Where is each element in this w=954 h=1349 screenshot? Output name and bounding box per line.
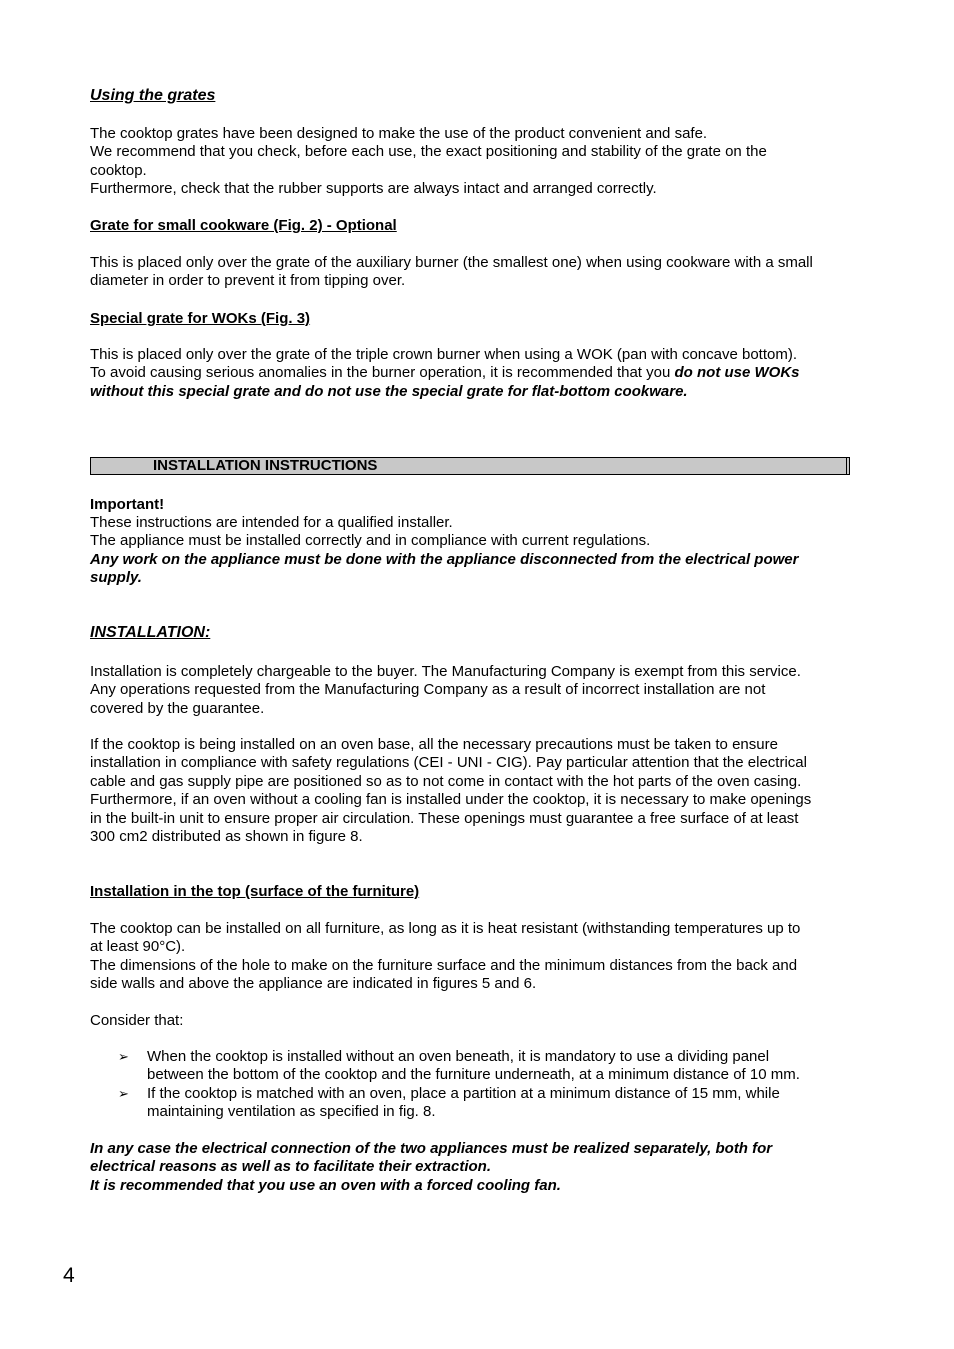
section-title-using-grates: Using the grates <box>90 87 216 104</box>
text-line: covered by the guarantee. <box>90 699 265 717</box>
important-title: Important! <box>90 496 165 513</box>
final-warning-paragraph <box>90 1140 865 1195</box>
text-line: at least 90°C). <box>90 938 186 956</box>
list-item <box>90 1085 865 1122</box>
text-line: Any operations requested from the Manufacturing Company as a result of incorrect installation are not <box>90 681 766 699</box>
text-line: We recommend that you check, before each use, the exact positioning and stability of the grate on the <box>90 143 767 161</box>
text-line: The appliance must be installed correctly and in compliance with current regulations. <box>90 532 651 550</box>
consider-label: Consider that: <box>90 1012 184 1029</box>
text-line: If the cooktop is matched with an oven, place a partition at a minimum distance of 15 mm, while <box>147 1084 780 1102</box>
emphasis-warning: In any case the electrical connection of the two appliances must be realized separately, both for <box>90 1140 773 1157</box>
text-line: maintaining ventilation as specified in fig. 8. <box>147 1103 436 1121</box>
text-line: Furthermore, if an oven without a cooling fan is installed under the cooktop, it is necessary to make openings <box>90 791 812 809</box>
text-line <box>90 364 865 382</box>
installation-paragraph-1 <box>90 663 865 718</box>
emphasis-warning: electrical reasons as well as to facilitate their extraction. <box>90 1158 492 1176</box>
text-line: This is placed only over the grate of the triple crown burner when using a WOK (pan with concave bottom). <box>90 346 798 363</box>
text-line: The cooktop can be installed on all furniture, as long as it is heat resistant (withstanding temperatures up to <box>90 920 801 937</box>
wok-grate-paragraph <box>90 346 865 401</box>
emphasis-warning: supply. <box>90 569 142 587</box>
text-line: cooktop. <box>90 161 147 179</box>
text-line: This is placed only over the grate of the auxiliary burner (the smallest one) when using cookware with a small <box>90 254 813 271</box>
text-line: If the cooktop is being installed on an oven base, all the necessary precautions must be taken to ensure <box>90 736 778 753</box>
text-line: These instructions are intended for a qualified installer. <box>90 514 453 531</box>
arrow-bullet-icon: ➢ <box>118 1085 129 1101</box>
text-line: in the built-in unit to ensure proper air circulation. These openings must guarantee a free surface of at least <box>90 809 799 827</box>
subsection-title-wok-grate: Special grate for WOKs (Fig. 3) <box>90 310 311 327</box>
grates-intro-paragraph <box>90 125 865 199</box>
text-line: The cooktop grates have been designed to make the use of the product convenient and safe. <box>90 125 708 142</box>
text-line: between the bottom of the cooktop and the furniture underneath, at a minimum distance of 10 mm. <box>147 1066 800 1084</box>
important-paragraph <box>90 514 865 588</box>
text-line: installation in compliance with safety regulations (CEI - UNI - CIG). Pay particular attention that the electrical <box>90 754 807 772</box>
list-item <box>90 1048 865 1085</box>
emphasis-warning: without this special grate and do not use the special grate for flat-bottom cookware. <box>90 382 688 400</box>
bullet-list <box>90 1048 865 1122</box>
arrow-bullet-icon: ➢ <box>118 1049 129 1064</box>
emphasis-warning: It is recommended that you use an oven with a forced cooling fan. <box>90 1176 561 1194</box>
text-line: cable and gas supply pipe are positioned so as to not come in contact with the hot parts of the oven casing. <box>90 772 802 790</box>
text-line: When the cooktop is installed without an oven beneath, it is mandatory to use a dividing panel <box>147 1048 770 1065</box>
installation-top-paragraph <box>90 920 865 994</box>
text-segment: To avoid causing serious anomalies in the burner operation, it is recommended that you <box>90 364 675 382</box>
emphasis-warning: do not use WOKs <box>674 364 800 382</box>
banner-label: INSTALLATION INSTRUCTIONS <box>153 457 378 474</box>
small-cookware-paragraph <box>90 254 865 291</box>
installation-paragraph-2 <box>90 736 865 846</box>
emphasis-warning: Any work on the appliance must be done with the appliance disconnected from the electrical power <box>90 550 799 568</box>
text-line: The dimensions of the hole to make on the furniture surface and the minimum distances from the back and <box>90 956 798 974</box>
text-line: side walls and above the appliance are indicated in figures 5 and 6. <box>90 975 537 993</box>
subsection-title-installation-top: Installation in the top (surface of the furniture) <box>90 883 420 900</box>
section-title-installation: INSTALLATION: <box>90 624 211 641</box>
installation-instructions-banner <box>90 457 850 475</box>
text-line: diameter in order to prevent it from tipping over. <box>90 272 406 290</box>
text-line: Installation is completely chargeable to the buyer. The Manufacturing Company is exempt from this service. <box>90 663 801 680</box>
banner-divider <box>846 458 847 474</box>
page-number: 4 <box>63 1264 75 1287</box>
text-line: Furthermore, check that the rubber supports are always intact and arranged correctly. <box>90 180 657 198</box>
text-line: 300 cm2 distributed as shown in figure 8. <box>90 828 363 846</box>
subsection-title-small-cookware: Grate for small cookware (Fig. 2) - Optional <box>90 217 397 234</box>
